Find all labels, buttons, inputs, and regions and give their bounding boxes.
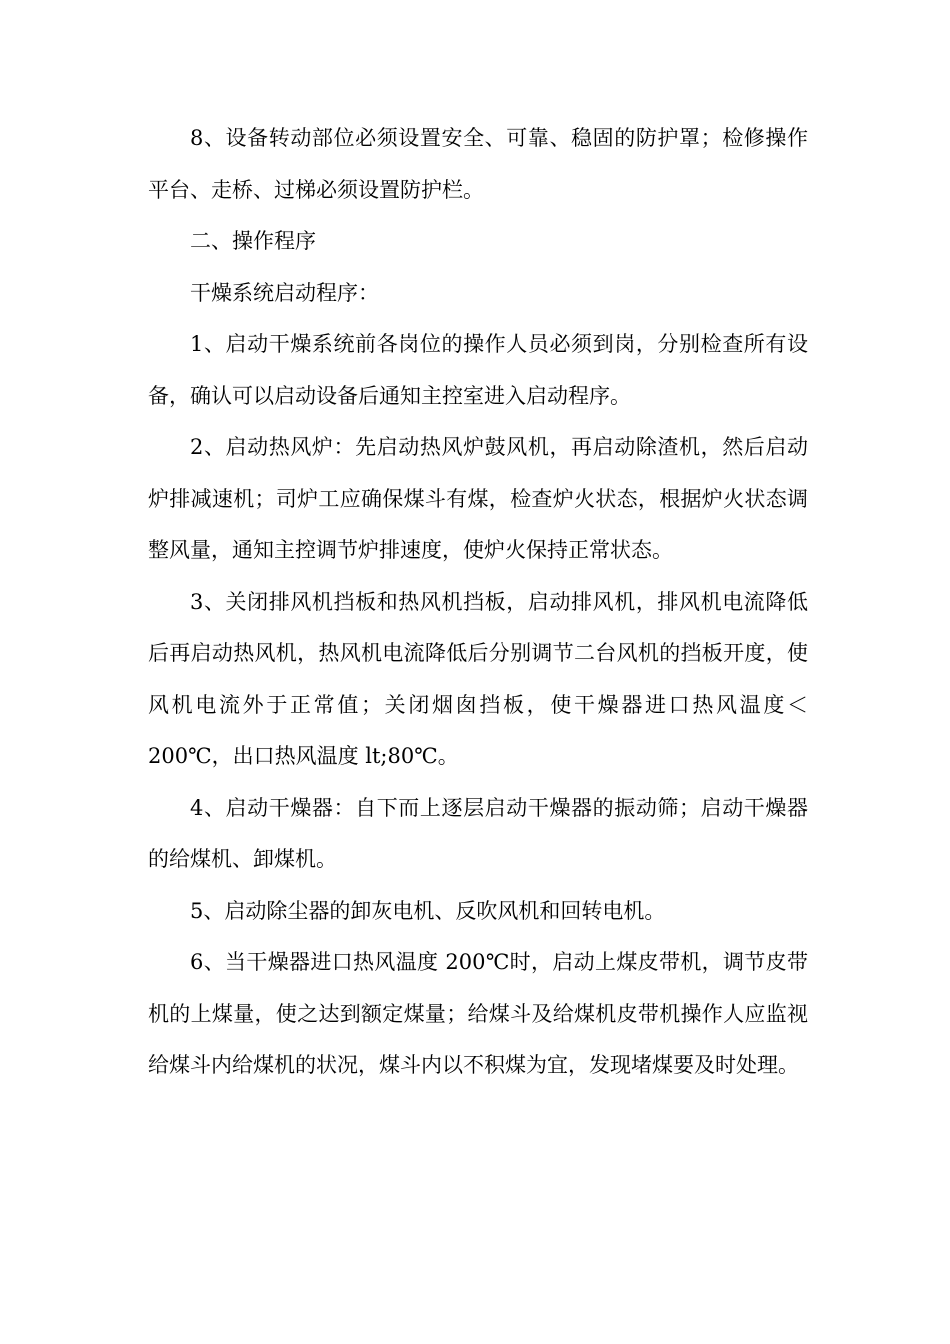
step-1-paragraph: 1、启动干燥系统前各岗位的操作人员必须到岗，分别检查所有设备，确认可以启动设备后通知主控室进入启动程序。: [148, 332, 808, 408]
document-body: [148, 113, 808, 1092]
step-2-paragraph: 2、启动热风炉：先启动热风炉鼓风机，再启动除渣机，然后启动炉排减速机；司炉工应确保煤斗有煤，检查炉火状态，根据炉火状态调整风量，通知主控调节炉排速度，使炉火保持正常状态。: [148, 435, 808, 562]
step-3-paragraph: 3、关闭排风机挡板和热风机挡板，启动排风机，排风机电流降低后再启动热风机，热风机电流降低后分别调节二台风机的挡板开度，使风机电流外于正常值；关闭烟囱挡板，使干燥器进口热风温度＜200℃，出口热风温度 lt;80℃。: [148, 589, 808, 768]
section-heading-operation-procedure: 二、操作程序: [190, 229, 316, 253]
step-5-paragraph: 5、启动除尘器的卸灰电机、反吹风机和回转电机。: [190, 898, 666, 923]
step-4-paragraph: 4、启动干燥器：自下而上逐层启动干燥器的振动筛；启动干燥器的给煤机、卸煤机。: [148, 795, 808, 871]
paragraph-item-8: 8、设备转动部位必须设置安全、可靠、稳固的防护罩；检修操作平台、走桥、过梯必须设置防护栏。: [148, 126, 808, 202]
step-6-paragraph: 6、当干燥器进口热风温度 200℃时，启动上煤皮带机，调节皮带机的上煤量，使之达到额定煤量；给煤斗及给煤机皮带机操作人应监视给煤斗内给煤机的状况，煤斗内以不积煤为宜，发现堵煤要及时处理。: [148, 950, 808, 1077]
subheading-startup-procedure: 干燥系统启动程序：: [190, 280, 379, 305]
